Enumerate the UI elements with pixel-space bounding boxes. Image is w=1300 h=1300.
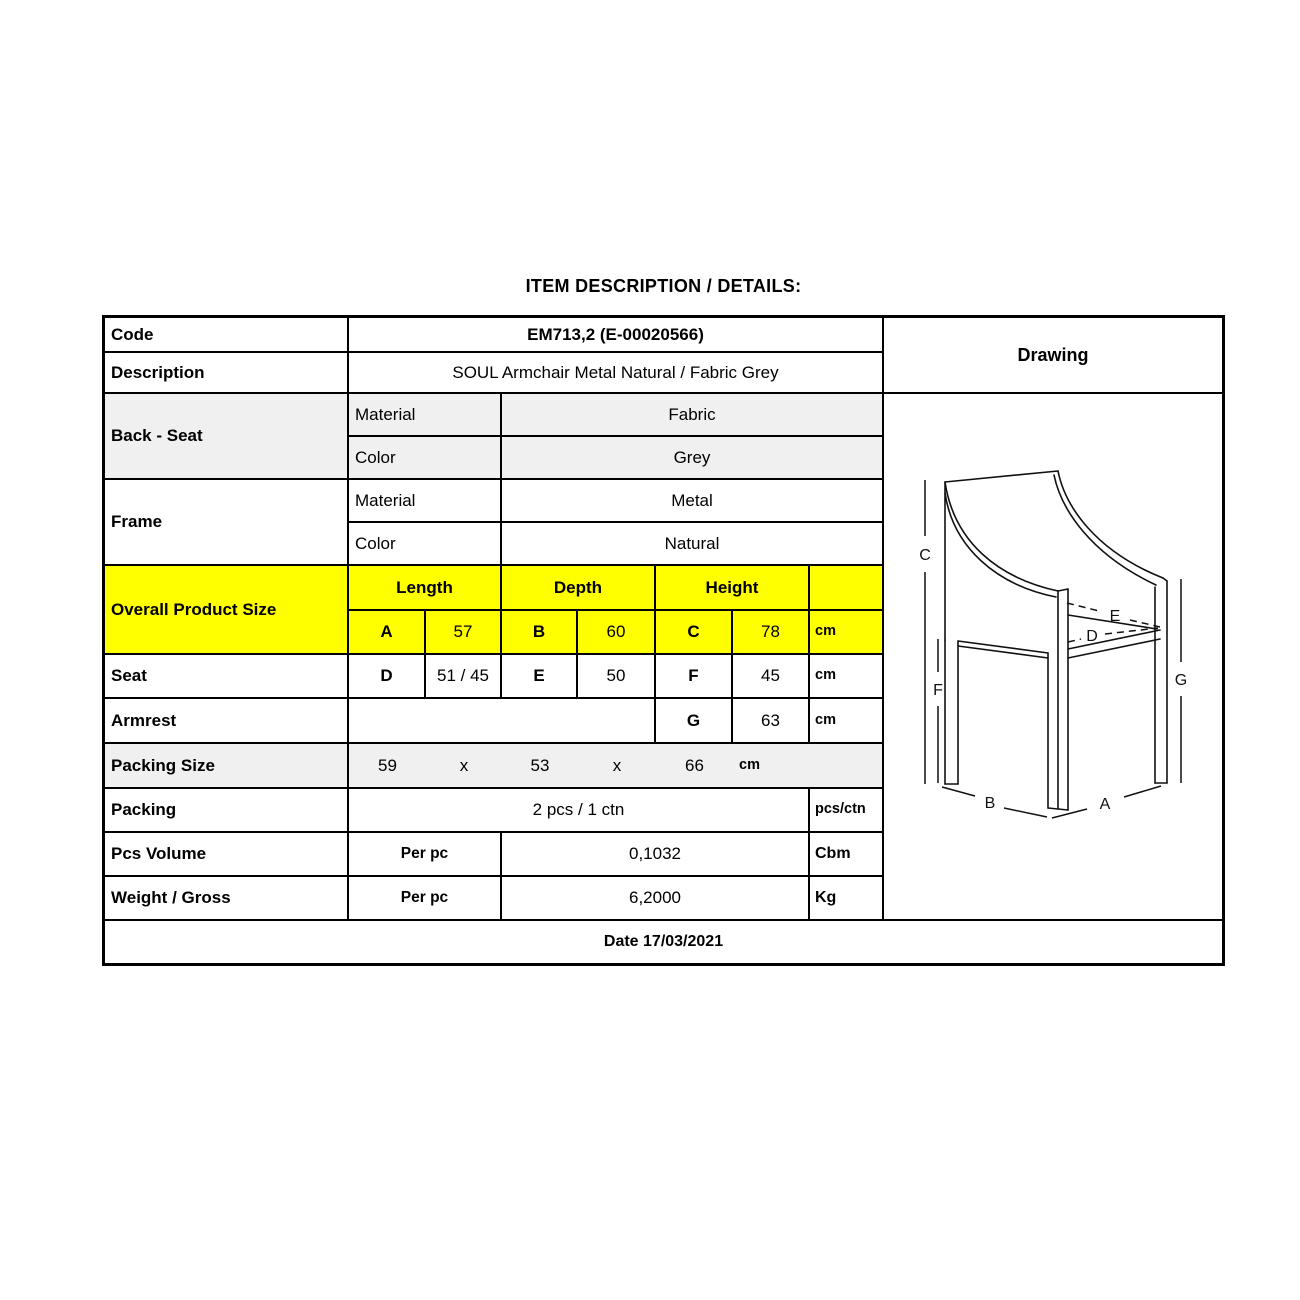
frame-color-label: Color [349, 523, 500, 564]
dim-label-c: C [919, 547, 931, 564]
dim-label-e: E [1109, 608, 1121, 625]
code-label: Code [105, 318, 347, 351]
pcs-volume-per: Per pc [349, 833, 500, 875]
packing-value: 2 pcs / 1 ctn [349, 789, 808, 831]
drawing-header: Drawing [884, 318, 1222, 392]
spec-table [102, 315, 1225, 966]
packing-label: Packing [105, 789, 347, 831]
chair-back-top-edge [945, 471, 1058, 482]
overall-size-label: Overall Product Size [105, 566, 347, 653]
seat-label: Seat [105, 655, 347, 697]
dim-line-d-right [1105, 628, 1158, 634]
dim-line-e-left [1067, 603, 1099, 611]
chair-seat-apron [1068, 639, 1160, 658]
dim-e-key: E [502, 655, 576, 697]
size-header-spacer [810, 566, 882, 609]
chair-outline [945, 471, 1167, 810]
dim-b-key: B [502, 611, 576, 653]
chair-dim-labels [919, 547, 1187, 813]
frame-color-value: Natural [502, 523, 882, 564]
seat-unit: cm [810, 655, 882, 697]
pcs-volume-unit: Cbm [810, 833, 882, 875]
armrest-unit: cm [810, 699, 882, 742]
page-title: ITEM DESCRIPTION / DETAILS: [525, 276, 802, 296]
dim-f-key: F [656, 655, 731, 697]
pcs-volume-label: Pcs Volume [105, 833, 347, 875]
height-header: Height [656, 566, 808, 609]
packing-unit: pcs/ctn [810, 789, 882, 831]
chair-arm-post-top [1058, 589, 1068, 591]
back-seat-color-value: Grey [502, 437, 882, 478]
dim-line-a-left [1052, 809, 1087, 818]
dim-g-value: 63 [733, 699, 808, 742]
date-row: Date 17/03/2021 [105, 921, 1222, 963]
pcs-volume-value: 0,1032 [502, 833, 808, 875]
frame-material-value: Metal [502, 480, 882, 521]
dim-line-d-left [1068, 639, 1081, 642]
armrest-spacer [349, 699, 654, 742]
chair-left-swoosh-inner [945, 493, 1056, 597]
packing-size-unit: cm [739, 756, 760, 773]
packing-size-height: 66 [685, 755, 704, 775]
packing-size-depth: 53 [530, 755, 550, 775]
dim-label-d: D [1086, 628, 1098, 645]
dim-a-key: A [349, 611, 424, 653]
weight-value: 6,2000 [502, 877, 808, 919]
dim-line-b-left [942, 787, 975, 796]
chair-front-leg-bottom [1048, 808, 1068, 810]
frame-material-label: Material [349, 480, 500, 521]
back-seat-color-label: Color [349, 437, 500, 478]
dim-line-a-right [1124, 786, 1161, 797]
packing-size-sep1: x [459, 755, 469, 775]
frame-label: Frame [105, 480, 347, 564]
packing-size-values [349, 744, 882, 787]
dim-b-value: 60 [578, 611, 654, 653]
armrest-label: Armrest [105, 699, 347, 742]
dim-label-b: B [984, 795, 996, 812]
weight-unit: Kg [810, 877, 882, 919]
dim-d-value: 51 / 45 [426, 655, 500, 697]
depth-header: Depth [502, 566, 654, 609]
packing-size-length: 59 [378, 755, 397, 775]
chair-right-swoosh-outer [1058, 471, 1163, 578]
overall-size-unit: cm [810, 611, 882, 653]
chair-seat-front-edge [1068, 630, 1160, 649]
description-label: Description [105, 353, 347, 392]
chair-drawing [884, 394, 1222, 919]
dim-d-key: D [349, 655, 424, 697]
dim-label-g: G [1174, 672, 1188, 689]
chair-left-swoosh-outer [945, 482, 1058, 591]
packing-size-label: Packing Size [105, 744, 347, 787]
dim-g-key: G [656, 699, 731, 742]
dim-label-f: F [933, 682, 943, 699]
drawing-cell [884, 394, 1222, 919]
dim-c-value: 78 [733, 611, 808, 653]
dim-c-key: C [656, 611, 731, 653]
back-seat-label: Back - Seat [105, 394, 347, 478]
dim-a-value: 57 [426, 611, 500, 653]
dim-label-a: A [1099, 796, 1111, 813]
back-seat-material-label: Material [349, 394, 500, 435]
weight-per: Per pc [349, 877, 500, 919]
dim-line-b-right [1004, 808, 1047, 817]
dim-e-value: 50 [578, 655, 654, 697]
description-value: SOUL Armchair Metal Natural / Fabric Grey [349, 353, 882, 392]
code-value: EM713,2 (E-00020566) [349, 318, 882, 351]
packing-size-sep2: x [612, 755, 622, 775]
length-header: Length [349, 566, 500, 609]
dim-f-value: 45 [733, 655, 808, 697]
back-seat-material-value: Fabric [502, 394, 882, 435]
weight-label: Weight / Gross [105, 877, 347, 919]
